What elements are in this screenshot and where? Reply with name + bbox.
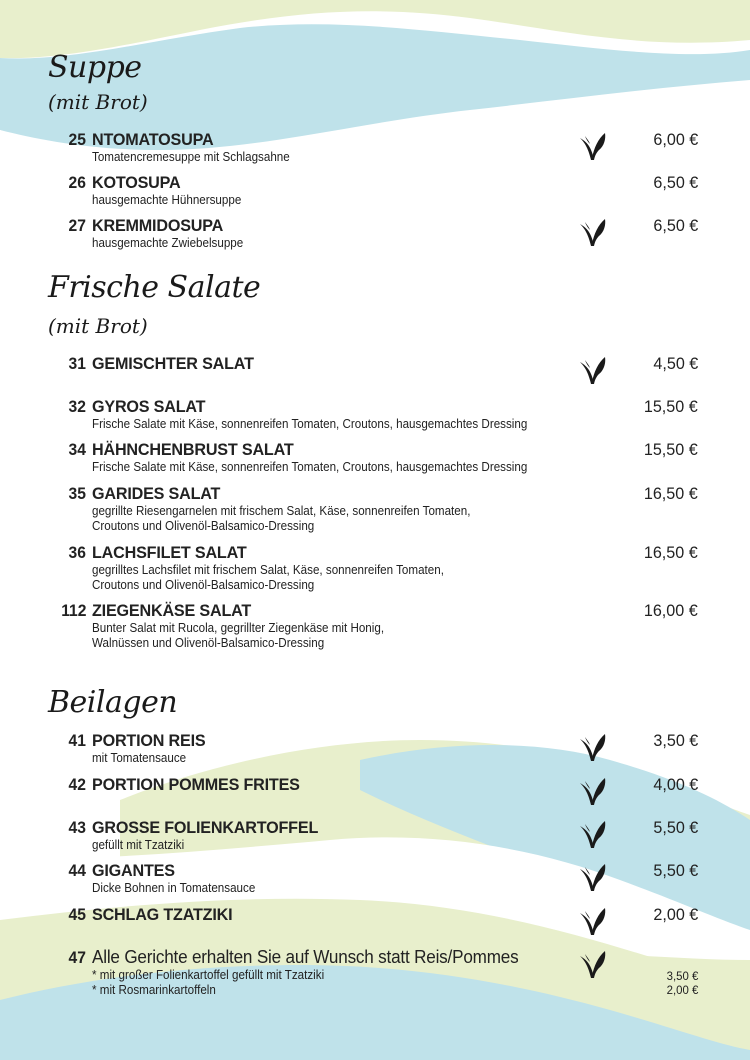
item-price: 6,50 € (653, 216, 698, 235)
item-name: HÄHNCHENBRUST SALAT (92, 440, 294, 459)
leaf-icon (577, 775, 607, 807)
item-description: gefüllt mit Tzatziki (92, 838, 185, 852)
item-number: 112 (60, 601, 86, 620)
item-description: hausgemachte Hühnersuppe (92, 193, 242, 207)
item-price: 2,00 € (666, 983, 698, 997)
item-number: 36 (68, 543, 86, 562)
section-subtitle-salate: (mit Brot) (48, 314, 148, 338)
item-price: 3,50 € (666, 969, 698, 983)
item-name: ZIEGENKÄSE SALAT (92, 601, 252, 620)
item-name: Alle Gerichte erhalten Sie auf Wunsch statt Reis/Pommes (92, 947, 519, 967)
item-description: Tomatencremesuppe mit Schlagsahne (92, 150, 290, 164)
section-title-beilagen: Beilagen (48, 685, 178, 720)
item-price: 3,50 € (653, 731, 698, 750)
item-name: GEMISCHTER SALAT (92, 354, 254, 373)
item-price: 5,50 € (653, 861, 698, 880)
item-price: 16,00 € (644, 601, 698, 620)
item-name: KREMMIDOSUPA (92, 216, 224, 235)
leaf-icon (577, 130, 607, 162)
item-description: gegrillte Riesengarnelen mit frischem Salat, Käse, sonnenreifen Tomaten, (92, 504, 471, 518)
leaf-icon (577, 948, 607, 980)
item-name: PORTION POMMES FRITES (92, 775, 300, 794)
item-name: GIGANTES (92, 861, 175, 880)
item-name: PORTION REIS (92, 731, 206, 750)
item-price: 15,50 € (644, 440, 698, 459)
item-description: Croutons und Olivenöl-Balsamico-Dressing (92, 519, 315, 533)
item-description: hausgemachte Zwiebelsuppe (92, 236, 244, 250)
item-number: 34 (68, 440, 86, 459)
item-description: gegrilltes Lachsfilet mit frischem Salat, Käse, sonnenreifen Tomaten, (92, 563, 444, 577)
item-number: 25 (68, 130, 86, 149)
item-price: 4,00 € (653, 775, 698, 794)
item-price: 16,50 € (644, 484, 698, 503)
item-description: Croutons und Olivenöl-Balsamico-Dressing (92, 578, 315, 592)
item-name: NTOMATOSUPA (92, 130, 214, 149)
item-number: 35 (68, 484, 86, 503)
item-name: SCHLAG TZATZIKI (92, 905, 233, 924)
item-option: * mit großer Folienkartoffel gefüllt mit Tzatziki (92, 968, 325, 982)
leaf-icon (577, 354, 607, 386)
item-number: 32 (68, 397, 86, 416)
item-number: 47 (68, 948, 86, 967)
item-number: 42 (68, 775, 86, 794)
item-price: 6,50 € (653, 173, 698, 192)
item-number: 43 (68, 818, 86, 837)
item-number: 41 (68, 731, 86, 750)
section-subtitle-suppe: (mit Brot) (48, 90, 148, 114)
item-option: * mit Rosmarinkartoffeln (92, 983, 216, 997)
item-name: LACHSFILET SALAT (92, 543, 247, 562)
item-number: 27 (68, 216, 86, 235)
item-name: GROSSE FOLIENKARTOFFEL (92, 818, 319, 837)
item-name: KOTOSUPA (92, 173, 181, 192)
item-price: 16,50 € (644, 543, 698, 562)
item-number: 31 (68, 354, 86, 373)
item-description: Dicke Bohnen in Tomatensauce (92, 881, 256, 895)
item-description: Frische Salate mit Käse, sonnenreifen Tomaten, Croutons, hausgemachtes Dressing (92, 417, 528, 431)
section-title-suppe: Suppe (48, 50, 142, 85)
item-name: GARIDES SALAT (92, 484, 221, 503)
section-title-salate: Frische Salate (48, 270, 261, 305)
leaf-icon (577, 861, 607, 893)
item-number: 26 (68, 173, 86, 192)
leaf-icon (577, 216, 607, 248)
item-name: GYROS SALAT (92, 397, 206, 416)
item-description: Bunter Salat mit Rucola, gegrillter Ziegenkäse mit Honig, (92, 621, 385, 635)
item-description: Frische Salate mit Käse, sonnenreifen Tomaten, Croutons, hausgemachtes Dressing (92, 460, 528, 474)
leaf-icon (577, 818, 607, 850)
item-price: 5,50 € (653, 818, 698, 837)
leaf-icon (577, 905, 607, 937)
item-number: 44 (68, 861, 86, 880)
item-description: Walnüssen und Olivenöl-Balsamico-Dressing (92, 636, 325, 650)
item-price: 4,50 € (653, 354, 698, 373)
item-price: 6,00 € (653, 130, 698, 149)
leaf-icon (577, 731, 607, 763)
item-description: mit Tomatensauce (92, 751, 187, 765)
item-price: 15,50 € (644, 397, 698, 416)
item-price: 2,00 € (653, 905, 698, 924)
item-number: 45 (68, 905, 86, 924)
